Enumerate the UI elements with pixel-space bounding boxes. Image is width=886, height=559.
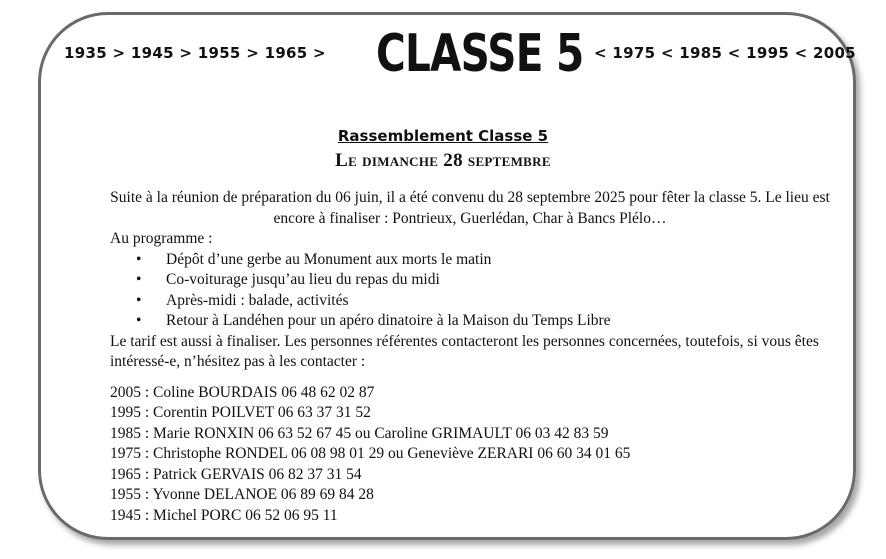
bullet-icon: • [136, 250, 142, 268]
list-item: • Après-midi : balade, activités [166, 291, 830, 312]
page-title: CLASSE 5 [376, 24, 584, 84]
subtitle: Rassemblement Classe 5 [337, 127, 549, 145]
years-left: 1935 > 1945 > 1955 > 1965 > [64, 44, 326, 62]
list-item: • Retour à Landéhen pour un apéro dinatoire à la Maison du Temps Libre [166, 311, 830, 332]
years-right: < 1975 < 1985 < 1995 < 2005 [594, 44, 856, 62]
list-item: • Dépôt d’une gerbe au Monument aux morts le matin [166, 250, 830, 271]
contact-line: 1985 : Marie RONXIN 06 63 52 67 45 ou Caroline GRIMAULT 06 03 42 83 59 [110, 424, 609, 442]
contacts-list [110, 383, 830, 527]
contact-line: 2005 : Coline BOURDAIS 06 48 62 02 87 [110, 383, 375, 401]
bullet-icon: • [136, 291, 142, 309]
list-item: • Co-voiturage jusqu’au lieu du repas du midi [166, 270, 830, 291]
contact-line: 1975 : Christophe RONDEL 06 08 98 01 29 ou Geneviève ZERARI 06 60 34 01 65 [110, 445, 631, 462]
contact-line: 1965 : Patrick GERVAIS 06 82 37 31 54 [110, 465, 362, 483]
body-text [110, 188, 830, 526]
bullet-icon: • [136, 312, 142, 329]
tarif-paragraph: Le tarif est aussi à finaliser. Les personnes référentes contacteront les personnes concernées, toutefois, si vous êtes intéressé-e, n’hésitez pas à les contacter : [110, 332, 819, 370]
contact-line: 1955 : Yvonne DELANOE 06 89 69 84 28 [110, 486, 374, 503]
event-date: Le dimanche 28 septembre [335, 150, 551, 171]
contact-line: 1995 : Corentin POILVET 06 63 37 31 52 [110, 404, 371, 421]
programme-list [110, 250, 830, 332]
intro-paragraph: Suite à la réunion de préparation du 06 juin, il a été convenu du 28 septembre 2025 pour fêter la classe 5. Le lieu est encore à finaliser : Pontrieux, Guerlédan, Char à Bancs Plélo… [110, 189, 830, 227]
programme-label: Au programme : [110, 230, 213, 247]
contact-line: 1945 : Michel PORC 06 52 06 95 11 [110, 506, 338, 524]
bullet-icon: • [136, 271, 142, 288]
